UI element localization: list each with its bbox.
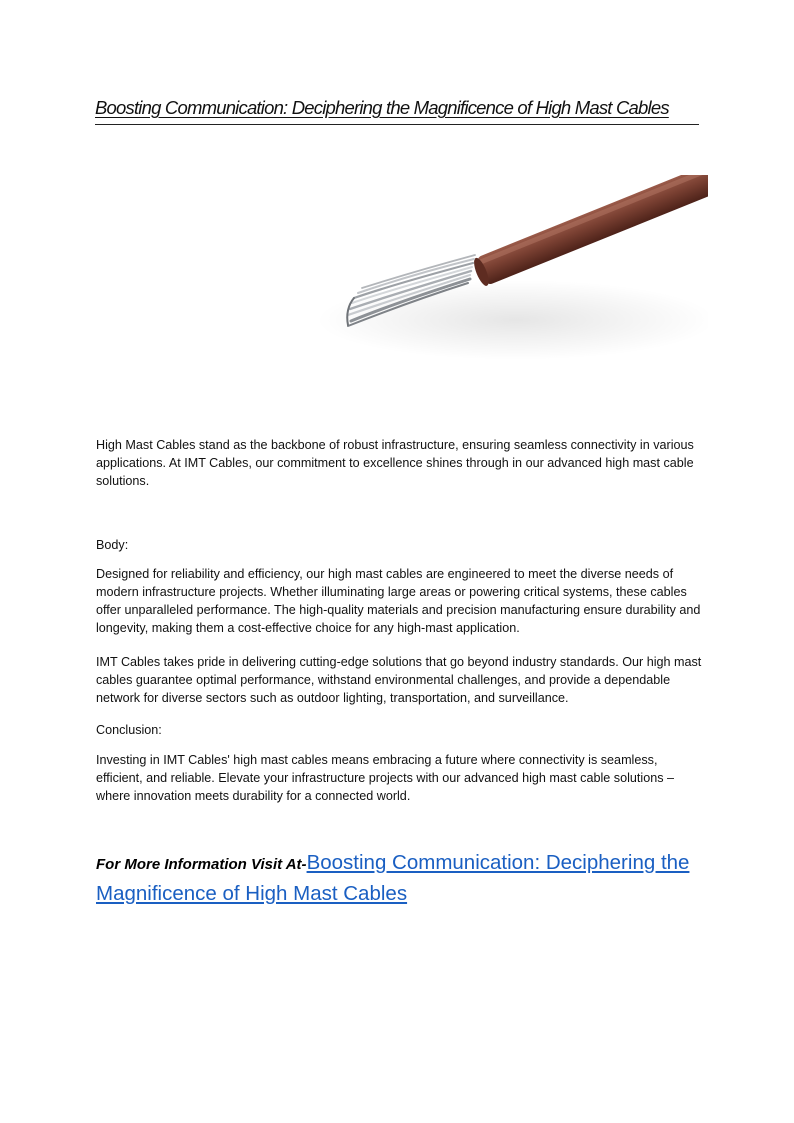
body-heading: Body: [96, 538, 129, 552]
conclusion-paragraph: Investing in IMT Cables' high mast cables means embracing a future where connectivity is seamless, efficient, and reliable. Elevate your infrastructure projects with our advanced high mast cable solutions – where innovation meets durability for a connected world. [96, 753, 674, 803]
page-title: Boosting Communication: Deciphering the Magnificence of High Mast Cables [95, 95, 699, 125]
body-paragraph-2: IMT Cables takes pride in delivering cutting-edge solutions that go beyond industry standards. Our high mast cables guarantee optimal performance, withstand environmental challenges, and provide a dependable network for diverse sectors such as outdoor lighting, transportation, and surveillance. [96, 655, 702, 705]
more-info-label: For More Information Visit At- [96, 856, 307, 873]
body-paragraph-1: Designed for reliability and efficiency, our high mast cables are engineered to meet the diverse needs of modern infrastructure projects. Whether illuminating large areas or powering critical systems, these cables offer unparalleled performance. The high-quality materials and precision manufacturing ensure durability and longevity, making them a cost-effective choice for any high-mast application. [96, 567, 701, 635]
intro-paragraph: High Mast Cables stand as the backbone of robust infrastructure, ensuring seamless connectivity in various applications. At IMT Cables, our commitment to excellence shines through in our advanced high mast cable solutions. [96, 438, 694, 488]
conclusion-heading: Conclusion: [96, 723, 162, 737]
cable-image [96, 175, 708, 423]
more-info [96, 848, 716, 910]
more-info-link[interactable]: Boosting Communication: Deciphering the Magnificence of High Mast Cables [96, 851, 690, 905]
